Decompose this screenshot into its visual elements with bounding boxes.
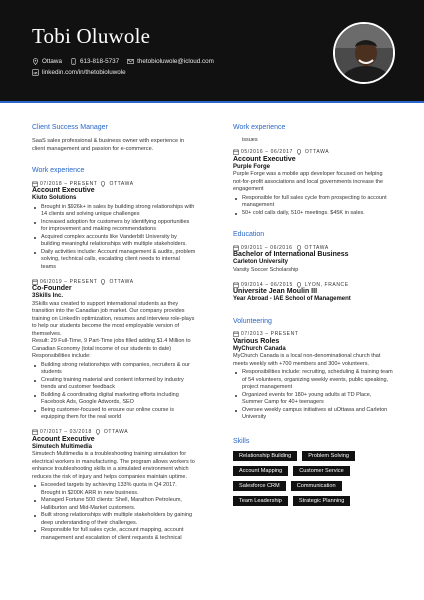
phone-icon — [70, 58, 77, 65]
summary-text: SaaS sales professional & business owner with experience in client management and passion for e-commerce. — [32, 138, 185, 152]
location-pin-icon — [100, 279, 106, 285]
continued-text: issues — [242, 137, 258, 143]
resume-header — [0, 0, 424, 102]
contact-info — [32, 56, 222, 78]
calendar-icon — [233, 245, 239, 251]
bullet-item: Exceeded targets by achieving 133% quota in Q4 2017. Brought in $200K ARR in new business. — [32, 482, 196, 497]
job-role: Account Executive — [233, 155, 296, 163]
bullet-item: Built strong relationships with multiple stakeholders by gaining deep understanding of their challenges. — [32, 512, 196, 527]
job-role: Account Executive — [32, 187, 95, 194]
job-entry — [32, 278, 196, 422]
calendar-icon — [32, 279, 38, 285]
candidate-name: Tobi Oluwole — [32, 24, 151, 48]
volunteering-title: Volunteering — [233, 317, 272, 325]
skill-chip: Communication — [291, 481, 342, 491]
location-text: Ottawa — [42, 58, 62, 65]
summary-title: Client Success Manager — [32, 124, 108, 131]
education-dates: 09/2014 – 06/2015 — [241, 281, 293, 288]
job-description: Purple Forge was a mobile app developer focused on helping not-for-profit associations and local governments increase the engagement — [233, 171, 384, 192]
job-company: Kiuto Solutions — [32, 195, 77, 201]
contact-location — [32, 58, 62, 65]
bullet-item: Organized events for 180+ young adults at TD Place, Summer Camp for 40+ teenagers — [233, 392, 393, 407]
education-title: Education — [233, 231, 265, 238]
job-bullets — [233, 195, 393, 218]
volunteer-role: Various Roles — [233, 337, 280, 345]
volunteer-entry — [233, 331, 393, 422]
contact-phone[interactable] — [70, 58, 119, 65]
job-company: Simutech Multimedia — [32, 443, 93, 450]
skill-chip: Strategic Planning — [293, 496, 350, 506]
bullet-item: Oversee weekly campus initiatives at uOttawa and Carleton University — [233, 407, 393, 422]
bullet-item: 50+ cold calls daily, 510+ meetings. $45K in sales. — [233, 210, 393, 218]
job-location: OTTAWA — [103, 429, 129, 435]
job-location: OTTAWA — [109, 180, 134, 187]
education-note: Varsity Soccer Scholarship — [233, 266, 299, 273]
location-pin-icon — [296, 282, 302, 288]
bullet-item: Responsible for full sales cycle from prospecting to account management — [233, 195, 393, 210]
phone-text: 613-818-5737 — [79, 58, 120, 65]
skill-chip: Customer Service — [293, 466, 349, 476]
bullet-item: Responsibilities include: recruiting, scheduling & training team of 54 volunteers, organizing weekly events, public speaking, project management — [233, 369, 393, 392]
job-bullets — [32, 482, 196, 542]
skills-title: Skills — [233, 437, 250, 445]
job-dates: 07/2017 – 03/2018 — [40, 429, 92, 435]
education-entry — [233, 281, 393, 304]
education-degree: Universite Jean Moulin III — [233, 288, 318, 295]
calendar-icon — [233, 149, 239, 155]
location-pin-icon — [95, 429, 101, 435]
volunteer-meta — [233, 331, 393, 338]
job-entry — [32, 429, 196, 543]
portrait-photo — [335, 24, 395, 84]
education-location: OTTAWA — [304, 244, 329, 251]
bullet-item: Managed Fortune 500 clients: Shell, Marathon Petroleum, Halliburton and Mid-Market customers. — [32, 497, 196, 512]
skill-chip: Relationship Building — [233, 451, 297, 461]
location-pin-icon — [296, 245, 302, 251]
education-dates: 09/2011 – 06/2016 — [241, 244, 293, 251]
email-icon — [127, 58, 134, 65]
job-location: OTTAWA — [109, 278, 134, 285]
bullet-item: Responsible for full sales cycle, account mapping, account management and escalation of client requests & technical — [32, 527, 196, 542]
education-school: Carleton University — [233, 259, 289, 265]
skills-list — [233, 451, 357, 506]
bullet-item: Building & coordinating digital marketing efforts including Facebook Ads, Google Adwords, SEO — [32, 392, 196, 407]
education-entry — [233, 244, 393, 274]
calendar-icon — [233, 282, 239, 288]
contact-linkedin[interactable] — [32, 69, 126, 76]
education-school: Year Abroad - IAE School of Management — [233, 296, 351, 302]
education-location: LYON, FRANCE — [304, 281, 349, 288]
job-meta — [32, 278, 196, 285]
job-bullets — [32, 362, 196, 422]
job-role: Account Executive — [32, 435, 95, 443]
skill-chip: Account Mapping — [233, 466, 288, 476]
contact-email[interactable] — [127, 58, 214, 65]
education-degree: Bachelor of International Business — [233, 251, 349, 258]
education-meta — [233, 281, 393, 288]
job-entry — [32, 180, 196, 271]
volunteer-bullets — [233, 369, 393, 422]
header-divider — [0, 101, 424, 103]
skill-chip: Problem Solving — [302, 451, 355, 461]
job-meta — [32, 180, 196, 187]
location-pin-icon — [100, 181, 106, 187]
right-column — [233, 110, 393, 506]
job-company: Purple Forge — [233, 163, 271, 170]
location-pin-icon — [32, 58, 39, 65]
email-text: thetobioluwole@icloud.com — [137, 58, 214, 65]
job-meta — [32, 429, 196, 436]
education-meta — [233, 244, 393, 251]
skill-chip: Salesforce CRM — [233, 481, 286, 491]
job-dates: 05/2016 – 06/2017 — [241, 149, 293, 155]
linkedin-text: linkedin.com/in/thetobioluwole — [42, 69, 126, 76]
bullet-item: Creating training material and content informed by industry trends and customer feedback — [32, 377, 196, 392]
job-entry — [233, 149, 393, 218]
job-role: Co-Founder — [32, 285, 72, 292]
bullet-item: Building strong relationships with companies, recruiters & our students — [32, 362, 196, 377]
job-description: Simutech Multimedia is a troubleshooting training simulation for electrical workers in manufacturing. The program allows workers to enhance troubleshooting skills in a simulated environment which reduces the risk of injury and helps companies maintain uptime. — [32, 451, 195, 480]
bullet-item: Daily activities include: Account management & audits, problem solving, technical calls, escalating client needs to internal teams — [32, 249, 196, 272]
work-experience-title: Work experience — [32, 167, 85, 174]
calendar-icon — [32, 429, 38, 435]
calendar-icon — [32, 181, 38, 187]
job-company: 3Skills Inc. — [32, 293, 64, 299]
link-icon — [32, 69, 39, 76]
work-experience-title: Work experience — [233, 124, 286, 131]
avatar — [333, 22, 395, 84]
location-pin-icon — [296, 149, 302, 155]
calendar-icon — [233, 331, 239, 337]
volunteer-dates: 07/2013 – PRESENT — [241, 331, 299, 337]
job-dates: 07/2018 – PRESENT — [40, 180, 98, 187]
job-bullets — [32, 204, 196, 272]
job-dates: 06/2019 – PRESENT — [40, 278, 98, 285]
bullet-item: Being customer-focused to ensure our online course is equipping them for the real world — [32, 407, 196, 422]
volunteer-description: MyChurch Canada is a local non-denominational church that meets weekly with +700 members and 300+ volunteers. — [233, 353, 381, 367]
job-description: 3Skills was created to support international students as they transition into the Canadian job market. Our company provides training on LinkedIn optimization, resumes and interview role-plays to help our students become the most employable version of themselves. Result: 29 Full-Time, 9 Part-Time jobs filled adding $1.4 Million to Canadian Economy (total income of our students to date) Responsibilities include: — [32, 300, 195, 359]
left-column — [32, 110, 196, 549]
bullet-item: Acquired complex accounts like Vanderbilt University by building meaningful relationships with multiple stakeholders. — [32, 234, 196, 249]
bullet-item: Increased adoption for customers by identifying opportunities for improvement and making recommendations — [32, 219, 196, 234]
volunteer-org: MyChurch Canada — [233, 345, 286, 352]
job-meta — [233, 149, 393, 156]
job-location: OTTAWA — [304, 149, 330, 155]
bullet-item: Brought in $926k+ in sales by building strong relationships with 14 clients and solving unique challenges — [32, 204, 196, 219]
skill-chip: Team Leadership — [233, 496, 288, 506]
